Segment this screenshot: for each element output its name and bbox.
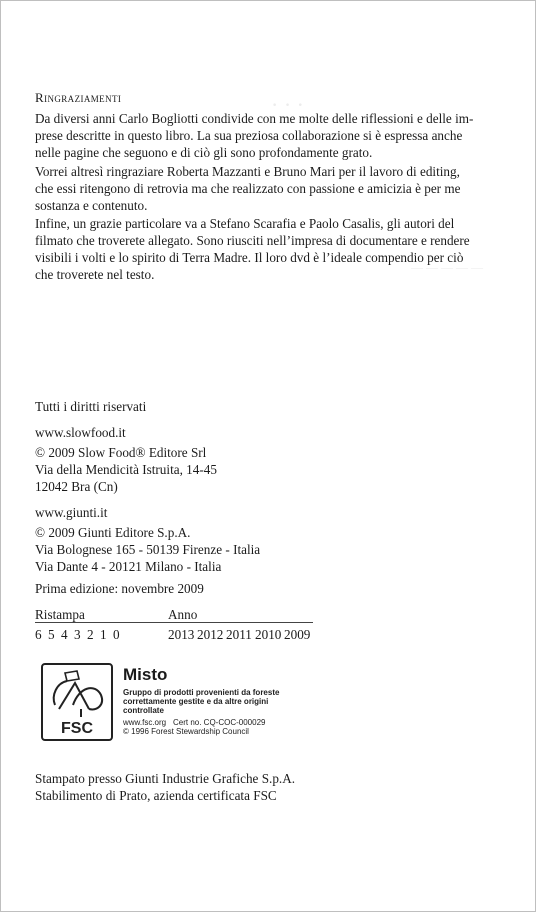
slowfood-url: www.slowfood.it (35, 425, 126, 440)
text-line: sostanza e contenuto. (35, 198, 148, 213)
text-line: filmato che troverete allegato. Sono riusciti nell’impresa di documentare e rendere (35, 233, 470, 248)
fsc-mixed-label: Misto (123, 665, 168, 684)
edition-notice: Prima edizione: novembre 2009 (35, 581, 204, 596)
printer-info (35, 770, 295, 804)
reprint-year: 2013 (168, 627, 195, 642)
text-line: © 2009 Giunti Editore S.p.A. (35, 525, 191, 540)
reprint-number: 5 (48, 627, 55, 642)
reprint-number: 3 (74, 627, 81, 642)
acknowledgements-paragraph-3 (35, 215, 495, 283)
text-line: Vorrei altresì ringraziare Roberta Mazzanti e Bruno Mari per il lavoro di editing, (35, 164, 460, 179)
fsc-site: www.fsc.org (123, 718, 167, 727)
reprint-year: 2012 (197, 627, 224, 642)
fsc-tree-icon (43, 665, 111, 739)
anno-label: Anno (168, 607, 198, 622)
text-line: che essi ritengono di retrovia ma che realizzato con passione e amicizia è per me (35, 181, 461, 196)
fsc-description-line: controllate (123, 706, 164, 715)
acknowledgements-paragraph-2 (35, 163, 495, 214)
reprint-number: 4 (61, 627, 68, 642)
reprint-year: 2010 (255, 627, 282, 642)
fsc-description-line: Gruppo di prodotti provenienti da foreste (123, 688, 280, 697)
fsc-cert-number: Cert no. CQ-COC-000029 (173, 718, 266, 727)
reprint-year: 2009 (284, 627, 311, 642)
reprint-years (168, 626, 318, 643)
text-line: Via Bolognese 165 - 50139 Firenze - Italia (35, 542, 261, 557)
show-through-artifact-2: — — — — — (411, 260, 483, 274)
text-line: che troverete nel testo. (35, 267, 155, 282)
ristampa-rule (35, 622, 313, 623)
reprint-number: 6 (35, 627, 42, 642)
rights-notice: Tutti i diritti riservati (35, 399, 147, 414)
reprint-number: 2 (87, 627, 94, 642)
ristampa-numbers (35, 626, 155, 643)
reprint-number: 1 (100, 627, 107, 642)
acknowledgements-heading: Ringraziamenti (35, 90, 122, 105)
fsc-copyright: © 1996 Forest Stewardship Council (123, 727, 249, 736)
fsc-certification (41, 663, 321, 743)
slowfood-address (35, 444, 217, 495)
reprint-year: 2011 (226, 627, 252, 642)
show-through-artifact: · · · (271, 92, 304, 117)
reprint-number: 0 (113, 627, 120, 642)
text-line: Da diversi anni Carlo Bogliotti condivide con me molte delle riflessioni e delle im- (35, 111, 474, 126)
text-line: Stabilimento di Prato, azienda certificata FSC (35, 788, 277, 803)
acknowledgements-paragraph-1 (35, 110, 495, 161)
text-line: nelle pagine che seguono e di ciò gli sono profondamente grato. (35, 145, 373, 160)
text-line: prese descritte in questo libro. La sua preziosa collaborazione si è espressa anche (35, 128, 463, 143)
fsc-logo (41, 663, 113, 741)
text-line: Infine, un grazie particolare va a Stefano Scarafia e Paolo Casalis, gli autori del (35, 216, 455, 231)
text-line: visibili i volti e lo spirito di Terra Madre. Il loro dvd è l’ideale compendio per ciò (35, 250, 464, 265)
text-line: © 2009 Slow Food® Editore Srl (35, 445, 207, 460)
ristampa-label: Ristampa (35, 607, 85, 622)
text-line: Via della Mendicità Istruita, 14-45 (35, 462, 217, 477)
giunti-address (35, 524, 260, 575)
fsc-logo-text: FSC (61, 720, 93, 737)
fsc-description-line: correttamente gestite e da altre origini (123, 697, 269, 706)
text-line: Stampato presso Giunti Industrie Grafiche S.p.A. (35, 771, 296, 786)
giunti-url: www.giunti.it (35, 505, 108, 520)
text-line: Via Dante 4 - 20121 Milano - Italia (35, 559, 222, 574)
text-line: 12042 Bra (Cn) (35, 479, 118, 494)
